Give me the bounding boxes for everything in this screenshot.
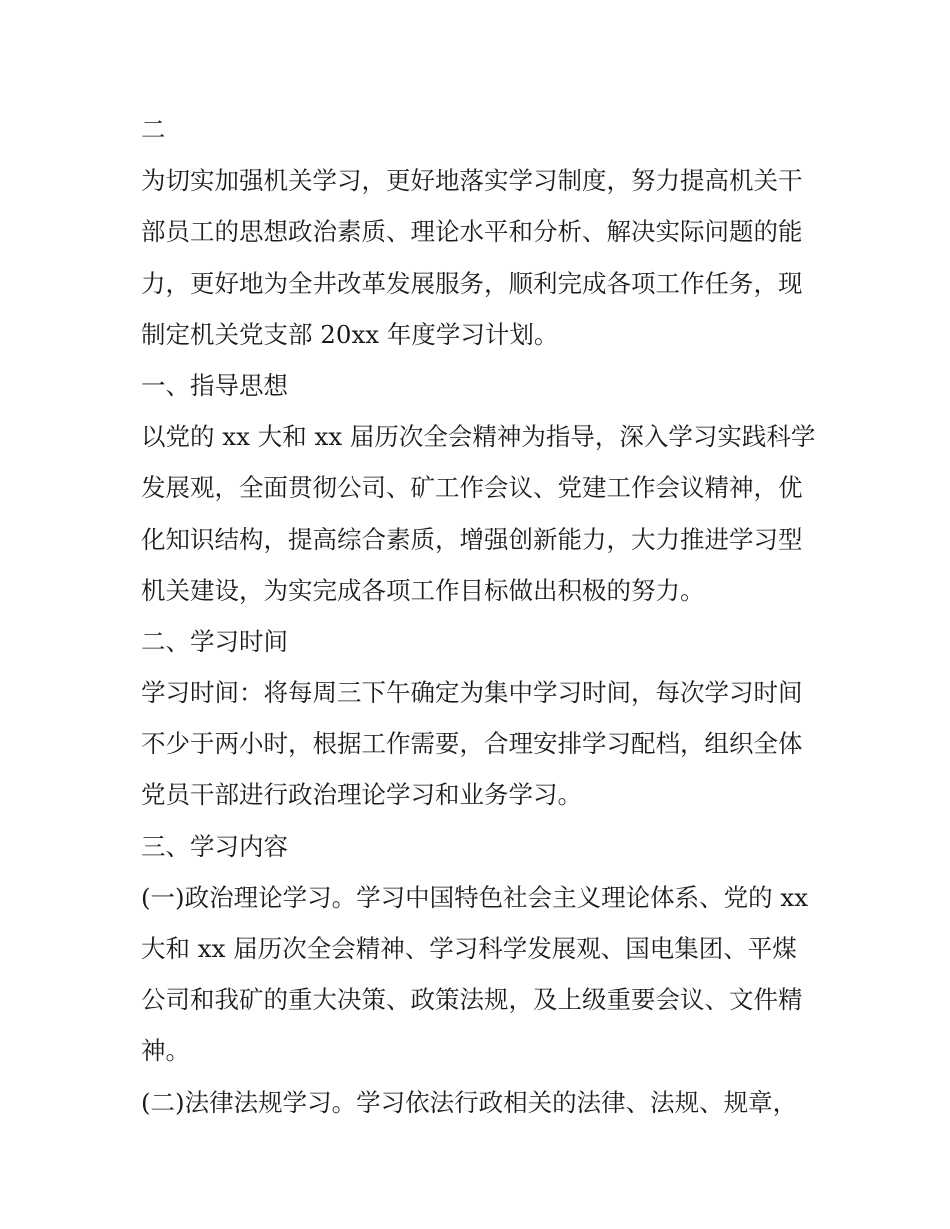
study-time-paragraph-line: 党员干部进行政治理论学习和业务学习。 — [141, 780, 582, 810]
study-time-paragraph-line: 不少于两小时，根据工作需要，合理安排学习配档，组织全体 — [141, 729, 803, 759]
document-body — [141, 104, 821, 1128]
law-regulation-paragraph-line: (二)法律法规学习。学习依法行政相关的法律、法规、规章， — [141, 1087, 798, 1117]
guiding-paragraph-line: 机关建设，为实完成各项工作目标做出积极的努力。 — [141, 575, 705, 605]
intro-paragraph-line: 力，更好地为全井改革发展服务，顺利完成各项工作任务，现 — [141, 268, 803, 298]
intro-paragraph-line: 为切实加强机关学习，更好地落实学习制度，努力提高机关干 — [141, 166, 803, 196]
study-time-paragraph-line: 学习时间：将每周三下午确定为集中学习时间，每次学习时间 — [141, 678, 803, 708]
heading-study-content: 三、学习内容 — [141, 831, 288, 861]
political-theory-paragraph-line: 公司和我矿的重大决策、政策法规，及上级重要会议、文件精 — [141, 985, 803, 1015]
political-theory-paragraph-line: (一)政治理论学习。学习中国特色社会主义理论体系、党的 xx — [141, 882, 809, 912]
political-theory-paragraph-line: 神。 — [141, 1036, 190, 1066]
intro-paragraph-line: 制定机关党支部 20xx 年度学习计划。 — [141, 319, 559, 349]
heading-guiding-thought: 一、指导思想 — [141, 370, 288, 400]
section-marker: 二 — [141, 115, 166, 144]
guiding-paragraph-line: 化知识结构，提高综合素质，增强创新能力，大力推进学习型 — [141, 524, 803, 554]
intro-paragraph-line: 部员工的思想政治素质、理论水平和分析、解决实际问题的能 — [141, 217, 803, 247]
guiding-paragraph-line: 以党的 xx 大和 xx 届历次全会精神为指导，深入学习实践科学 — [141, 422, 816, 452]
guiding-paragraph-line: 发展观，全面贯彻公司、矿工作会议、党建工作会议精神，优 — [141, 473, 803, 503]
political-theory-paragraph-line: 大和 xx 届历次全会精神、学习科学发展观、国电集团、平煤 — [141, 934, 797, 963]
heading-study-time: 二、学习时间 — [141, 626, 288, 656]
